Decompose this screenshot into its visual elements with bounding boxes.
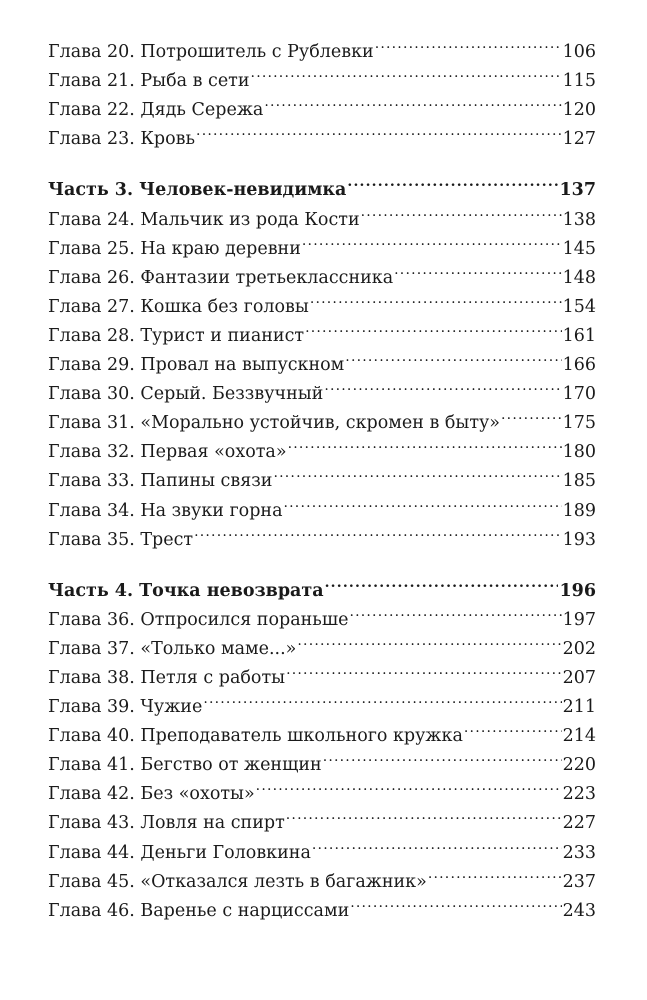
dot-leader <box>375 28 562 57</box>
chapter-title: Глава 44. Деньги Головкина <box>48 842 311 863</box>
dot-leader <box>464 712 562 741</box>
chapter-title: Глава 40. Преподаватель школьного кружка <box>48 726 463 747</box>
chapter-page-number: 180 <box>562 442 596 463</box>
dot-leader <box>288 428 562 457</box>
chapter-title: Глава 27. Кошка без головы <box>48 296 309 317</box>
chapter-page-number: 138 <box>562 209 596 230</box>
chapter-title: Глава 43. Ловля на спирт <box>48 813 285 834</box>
chapter-title: Глава 21. Рыба в сети <box>48 71 250 92</box>
dot-leader <box>345 341 561 370</box>
chapter-title: Глава 32. Первая «охота» <box>48 442 287 463</box>
table-of-contents <box>48 28 596 921</box>
dot-leader <box>323 741 562 770</box>
chapter-page-number: 127 <box>562 129 596 150</box>
dot-leader <box>305 312 562 341</box>
chapter-page-number: 115 <box>562 71 596 92</box>
part-title: Часть 3. Человек-невидимка <box>48 180 347 201</box>
chapter-title: Глава 23. Кровь <box>48 129 196 150</box>
chapter-page-number: 185 <box>562 471 596 492</box>
dot-leader <box>428 858 562 887</box>
dot-leader <box>312 828 562 857</box>
chapter-page-number: 214 <box>562 726 596 747</box>
chapter-page-number: 211 <box>562 697 596 718</box>
part-page-number: 137 <box>559 180 596 201</box>
chapter-page-number: 193 <box>562 529 596 550</box>
dot-leader <box>394 254 561 283</box>
dot-leader <box>264 86 561 115</box>
toc-part-heading <box>48 166 596 201</box>
chapter-page-number: 120 <box>562 100 596 121</box>
dot-leader <box>297 625 561 654</box>
chapter-title: Глава 42. Без «охоты» <box>48 784 255 805</box>
chapter-page-number: 223 <box>562 784 596 805</box>
part-title: Часть 4. Точка невозврата <box>48 580 324 601</box>
chapter-title: Глава 22. Дядь Сережа <box>48 100 264 121</box>
chapter-title: Глава 26. Фантазии третьеклассника <box>48 267 394 288</box>
dot-leader <box>325 567 559 596</box>
dot-leader <box>350 887 561 916</box>
dot-leader <box>302 225 562 254</box>
chapter-title: Глава 37. «Только маме...» <box>48 638 297 659</box>
dot-leader <box>203 683 561 712</box>
chapter-title: Глава 20. Потрошитель с Рублевки <box>48 42 374 63</box>
chapter-title: Глава 38. Петля с работы <box>48 667 286 688</box>
dot-leader <box>349 596 561 625</box>
chapter-page-number: 145 <box>562 238 596 259</box>
chapter-page-number: 197 <box>562 609 596 630</box>
chapter-title: Глава 30. Серый. Беззвучный <box>48 384 324 405</box>
chapter-title: Глава 35. Трест <box>48 529 194 550</box>
chapter-page-number: 220 <box>562 755 596 776</box>
chapter-page-number: 166 <box>562 355 596 376</box>
part-page-number: 196 <box>559 580 596 601</box>
dot-leader <box>256 770 562 799</box>
chapter-page-number: 233 <box>562 842 596 863</box>
chapter-page-number: 189 <box>562 500 596 521</box>
chapter-page-number: 227 <box>562 813 596 834</box>
chapter-title: Глава 24. Мальчик из рода Кости <box>48 209 360 230</box>
dot-leader <box>361 195 562 224</box>
chapter-page-number: 207 <box>562 667 596 688</box>
chapter-page-number: 154 <box>562 296 596 317</box>
chapter-page-number: 202 <box>562 638 596 659</box>
chapter-page-number: 106 <box>562 42 596 63</box>
dot-leader <box>324 370 561 399</box>
chapter-page-number: 148 <box>562 267 596 288</box>
chapter-title: Глава 29. Провал на выпускном <box>48 355 345 376</box>
chapter-page-number: 237 <box>562 871 596 892</box>
dot-leader <box>194 516 562 545</box>
dot-leader <box>501 399 562 428</box>
dot-leader <box>310 283 562 312</box>
dot-leader <box>251 57 562 86</box>
dot-leader <box>273 457 561 486</box>
dot-leader <box>347 166 558 195</box>
dot-leader <box>196 115 562 144</box>
dot-leader <box>286 654 562 683</box>
chapter-page-number: 175 <box>562 413 596 434</box>
chapter-title: Глава 25. На краю деревни <box>48 238 301 259</box>
chapter-page-number: 170 <box>562 384 596 405</box>
dot-leader <box>286 799 562 828</box>
chapter-page-number: 161 <box>562 325 596 346</box>
chapter-title: Глава 45. «Отказался лезть в багажник» <box>48 871 427 892</box>
chapter-title: Глава 36. Отпросился пораньше <box>48 609 349 630</box>
chapter-title: Глава 28. Турист и пианист <box>48 325 305 346</box>
toc-part-heading <box>48 567 596 601</box>
chapter-title: Глава 31. «Морально устойчив, скромен в быту» <box>48 413 501 434</box>
chapter-title: Глава 41. Бегство от женщин <box>48 755 322 776</box>
chapter-title: Глава 34. На звуки горна <box>48 500 283 521</box>
toc-chapter-entry <box>48 28 596 63</box>
chapter-page-number: 243 <box>562 900 596 921</box>
chapter-title: Глава 46. Варенье с нарциссами <box>48 900 350 921</box>
chapter-title: Глава 39. Чужие <box>48 697 203 718</box>
dot-leader <box>284 486 562 515</box>
chapter-title: Глава 33. Папины связи <box>48 471 273 492</box>
